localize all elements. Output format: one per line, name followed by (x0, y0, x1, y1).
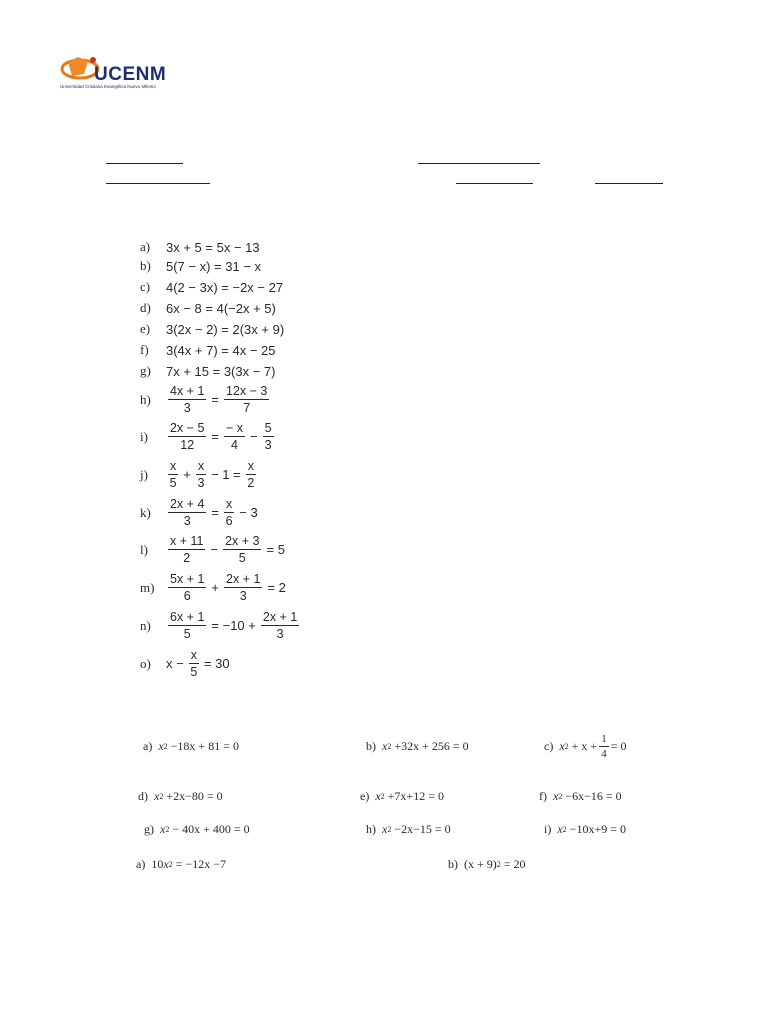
fraction (168, 497, 206, 528)
denominator: 12 (180, 438, 195, 452)
operator: = (211, 429, 219, 444)
equation-h (140, 384, 271, 415)
equation-f (140, 342, 275, 358)
fraction (224, 384, 269, 415)
equation-c (140, 279, 283, 295)
numerator: 2x − 5 (170, 421, 205, 435)
fraction (223, 534, 261, 565)
numerator: x + 11 (170, 534, 204, 548)
numerator: 2x + 1 (262, 610, 298, 624)
equation-text: = −12x −7 (175, 857, 226, 871)
item-label: a) (136, 857, 146, 871)
fraction (168, 534, 205, 565)
equation-text: 3(2x − 2) = 2(3x + 9) (166, 321, 285, 337)
item-label: d) (138, 789, 148, 803)
logo-wordmark: UCENM (94, 64, 167, 85)
equation-text: −10x+9 = 0 (569, 822, 626, 836)
item-label: k) (140, 504, 151, 520)
item-label: c) (140, 279, 151, 294)
extra-equation-a: a) 10 x 2 = −12x −7 (136, 857, 226, 871)
equation-text: = 0 (610, 739, 627, 753)
operator: = 2 (267, 580, 286, 595)
fraction (168, 610, 206, 641)
operator: + (183, 467, 191, 482)
fraction (168, 421, 206, 452)
fraction (263, 421, 274, 452)
denominator: 6 (225, 514, 233, 528)
item-label: n) (140, 617, 151, 633)
operator: − (250, 429, 258, 444)
numerator: 4x + 1 (170, 384, 205, 398)
quadratic-e: e) x 2 +7x+12 = 0 (360, 789, 444, 803)
item-label: h) (366, 822, 376, 836)
equation-text: + x + (571, 739, 598, 753)
equation-expression (166, 648, 233, 679)
item-label: e) (140, 321, 151, 336)
item-label: f) (539, 789, 547, 803)
equation-expression (166, 421, 276, 452)
numerator: x (247, 459, 254, 473)
denominator: 2 (247, 476, 255, 490)
denominator: 3 (197, 476, 205, 490)
fraction (168, 572, 206, 603)
equation-expression (166, 459, 258, 490)
equation-g (140, 363, 275, 379)
equation-expression (166, 534, 288, 565)
quadratic-g: g) x 2 − 40x + 400 = 0 (144, 822, 250, 836)
item-label: i) (544, 822, 552, 836)
fraction (599, 733, 609, 760)
operator: = (211, 392, 219, 407)
denominator: 3 (239, 589, 247, 603)
fraction (196, 459, 206, 490)
item-label: e) (360, 789, 370, 803)
denominator: 3 (183, 401, 191, 415)
equation-text: +2x−80 = 0 (166, 789, 223, 803)
denominator: 7 (243, 401, 251, 415)
logo-subtitle: Universidad Cristiana Evangélica Nuevo Milenio (60, 84, 156, 89)
numerator: 12x − 3 (226, 384, 268, 398)
equation-text: 5(7 − x) = 31 − x (166, 258, 262, 274)
operator: − 3 (239, 505, 258, 520)
numerator: 2x + 1 (226, 572, 261, 586)
denominator: 3 (264, 438, 272, 452)
item-label: i) (140, 428, 148, 444)
coefficient: 10 (151, 857, 164, 871)
equation-text: 6x − 8 = 4(−2x + 5) (166, 300, 276, 316)
fraction (224, 497, 234, 528)
equation-l (140, 534, 288, 565)
operator: = 30 (203, 656, 230, 671)
numerator: x (197, 459, 205, 473)
denominator: 3 (276, 627, 284, 641)
operator: + (211, 580, 219, 595)
equation-m (140, 572, 289, 603)
denominator: 5 (238, 551, 246, 565)
denominator: 2 (183, 551, 191, 565)
quadratic-a: a) x 2 −18x + 81 = 0 (143, 739, 239, 753)
item-label: m) (140, 579, 155, 595)
equation-text: = 20 (503, 857, 526, 871)
equation-d (140, 300, 276, 316)
operator: x − (166, 656, 184, 671)
numerator: 6x + 1 (170, 610, 205, 624)
operator: − 1 = (211, 467, 241, 482)
blank-line (106, 183, 210, 184)
equation-a (140, 239, 260, 255)
fraction (246, 459, 256, 490)
numerator: x (190, 648, 197, 662)
denominator: 5 (190, 665, 198, 679)
numerator: 5 (264, 421, 272, 435)
equation-text: − 40x + 400 = 0 (172, 822, 250, 836)
item-label: b) (366, 739, 376, 753)
fraction (168, 459, 178, 490)
fraction (189, 648, 199, 679)
item-label: b) (140, 258, 151, 273)
equation-k (140, 497, 261, 528)
item-label: a) (140, 239, 151, 254)
quadratic-f: f) x 2 −6x−16 = 0 (539, 789, 622, 803)
equation-text: 3x + 5 = 5x − 13 (166, 239, 260, 255)
ucenm-logo (60, 50, 170, 92)
quadratic-b: b) x 2 +32x + 256 = 0 (366, 739, 469, 753)
denominator: 4 (601, 748, 607, 760)
quadratic-d: d) x 2 +2x−80 = 0 (138, 789, 223, 803)
fraction (168, 384, 206, 415)
item-label: g) (140, 363, 151, 378)
equation-text: −2x−15 = 0 (394, 822, 451, 836)
equation-text: −18x + 81 = 0 (170, 739, 239, 753)
equation-o (140, 648, 233, 679)
item-label: h) (140, 391, 151, 407)
equation-n (140, 610, 301, 641)
extra-equation-b: b) (x + 9) 2 = 20 (448, 857, 526, 871)
item-label: c) (544, 739, 554, 753)
operator: − (210, 542, 219, 557)
fraction (224, 572, 262, 603)
operator: = 5 (266, 542, 285, 557)
numerator: 2x + 3 (225, 534, 260, 548)
equation-b (140, 258, 261, 274)
numerator: x (170, 459, 177, 473)
blank-line (595, 183, 663, 184)
equation-text: (x + 9) (464, 857, 497, 871)
item-label: a) (143, 739, 153, 753)
equation-e (140, 321, 284, 337)
item-label: j) (140, 466, 148, 482)
quadratic-c: c) x 2 + x + $\frac{1}{4}$ = 0 (544, 733, 627, 760)
numerator: 5x + 1 (170, 572, 205, 586)
equation-expression (166, 497, 261, 528)
quadratic-i: i) x 2 −10x+9 = 0 (544, 822, 626, 836)
fraction (261, 610, 299, 641)
denominator: 5 (169, 476, 177, 490)
equation-expression (166, 384, 271, 415)
item-label: g) (144, 822, 154, 836)
equation-text: +32x + 256 = 0 (394, 739, 469, 753)
denominator: 3 (183, 514, 191, 528)
operator: = (211, 505, 219, 520)
equation-text: −6x−16 = 0 (565, 789, 622, 803)
blank-line (456, 183, 533, 184)
equation-text: 3(4x + 7) = 4x − 25 (166, 342, 276, 358)
equation-text: 4(2 − 3x) = −2x − 27 (166, 279, 284, 295)
equation-j (140, 459, 258, 490)
fraction (224, 421, 245, 452)
denominator: 5 (183, 627, 191, 641)
numerator: − x (226, 421, 244, 435)
equation-expression (166, 610, 301, 641)
item-label: o) (140, 655, 151, 671)
numerator: 1 (601, 733, 607, 745)
item-label: f) (140, 342, 149, 357)
equation-expression (166, 572, 289, 603)
item-label: l) (140, 541, 148, 557)
equation-i (140, 421, 276, 452)
equation-text: 7x + 15 = 3(3x − 7) (166, 363, 276, 379)
blank-line (418, 163, 540, 164)
denominator: 6 (183, 589, 191, 603)
quadratic-h: h) x 2 −2x−15 = 0 (366, 822, 451, 836)
numerator: 2x + 4 (170, 497, 205, 511)
blank-line (106, 163, 183, 164)
item-label: b) (448, 857, 458, 871)
operator: = −10 + (211, 618, 256, 633)
equation-text: +7x+12 = 0 (387, 789, 444, 803)
denominator: 4 (231, 438, 238, 452)
numerator: x (226, 497, 233, 511)
item-label: d) (140, 300, 151, 315)
